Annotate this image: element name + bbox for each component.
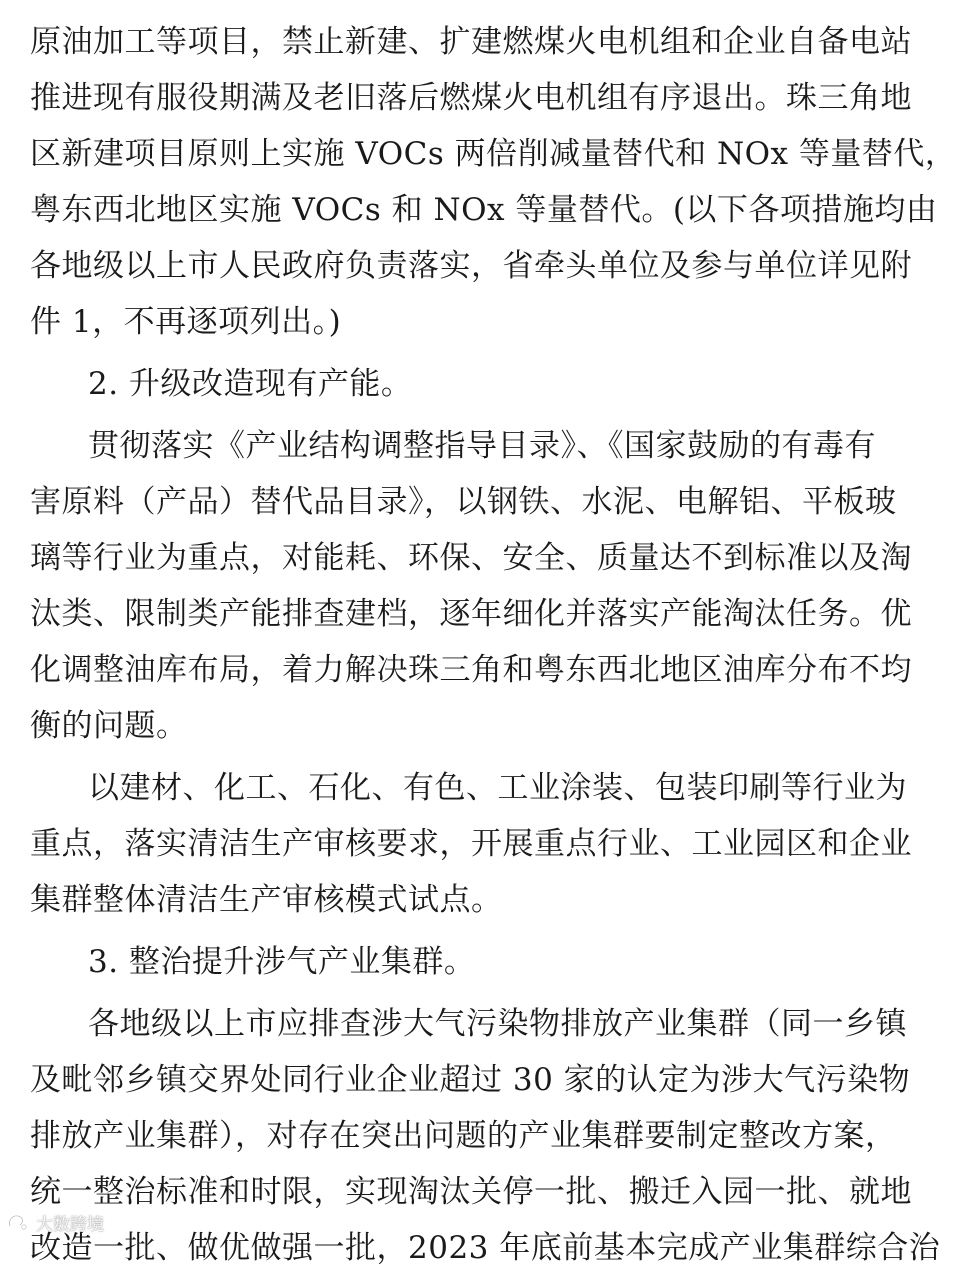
text-line: 粤东西北地区实施 VOCs 和 NOx 等量替代。(以下各项措施均由: [30, 192, 938, 228]
paragraph: [30, 356, 875, 412]
paragraph: [30, 418, 912, 754]
text-line: 贯彻落实《产业结构调整指导目录》、《国家鼓励的有毒有: [88, 428, 876, 464]
text-line: 改造一批、做优做强一批，2023 年底前基本完成产业集群综合治: [30, 1230, 941, 1266]
text-line: 3. 整治提升涉气产业集群。: [88, 944, 476, 980]
text-line: 原油加工等项目，禁止新建、扩建燃煤火电机组和企业自备电站: [30, 24, 912, 60]
watermark: [6, 1210, 104, 1234]
text-line: 衡的问题。: [30, 708, 188, 744]
watermark-logo-icon: [6, 1212, 32, 1232]
paragraph: [30, 996, 941, 1276]
text-line: 区新建项目原则上实施 VOCs 两倍削减量替代和 NOx 等量替代，: [30, 136, 956, 172]
text-line: 各地级以上市人民政府负责落实，省牵头单位及参与单位详见附: [30, 248, 912, 284]
paragraph: [30, 14, 956, 350]
text-line: 2. 升级改造现有产能。: [88, 366, 413, 402]
text-line: 汰类、限制类产能排查建档，逐年细化并落实产能淘汰任务。优: [30, 596, 912, 632]
text-line: 各地级以上市应排查涉大气污染物排放产业集群（同一乡镇: [88, 1006, 907, 1042]
paragraph: [30, 934, 875, 990]
text-line: 化调整油库布局，着力解决珠三角和粤东西北地区油库分布不均: [30, 652, 912, 688]
document-body: [30, 14, 956, 1276]
text-line: 统一整治标准和时限，实现淘汰关停一批、搬迁入园一批、就地: [30, 1174, 912, 1210]
text-line: 以建材、化工、石化、有色、工业涂装、包装印刷等行业为: [88, 770, 907, 806]
watermark-text: 大数跨境: [36, 1214, 104, 1235]
text-line: 件 1，不再逐项列出。): [30, 304, 342, 340]
text-line: 推进现有服役期满及老旧落后燃煤火电机组有序退出。珠三角地: [30, 80, 912, 116]
text-line: 及毗邻乡镇交界处同行业企业超过 30 家的认定为涉大气污染物: [30, 1062, 911, 1098]
text-line: 璃等行业为重点，对能耗、环保、安全、质量达不到标准以及淘: [30, 540, 912, 576]
text-line: 害原料（产品）替代品目录》，以钢铁、水泥、电解铝、平板玻: [30, 484, 897, 520]
text-line: 集群整体清洁生产审核模式试点。: [30, 882, 503, 918]
paragraph: [30, 760, 912, 928]
text-line: 排放产业集群），对存在突出问题的产业集群要制定整改方案，: [30, 1118, 897, 1154]
text-line: 重点，落实清洁生产审核要求，开展重点行业、工业园区和企业: [30, 826, 912, 862]
